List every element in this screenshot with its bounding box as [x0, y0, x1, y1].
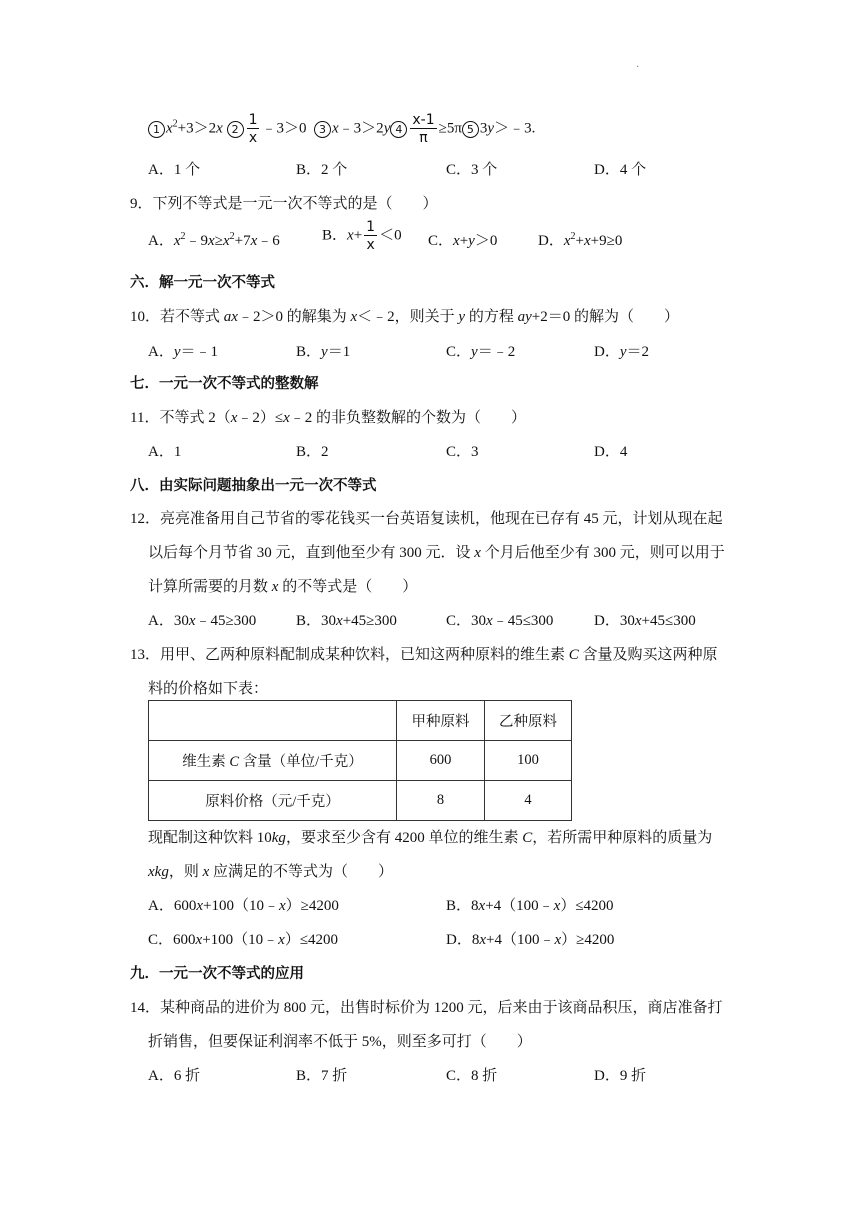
table-header-cell: 乙种原料: [485, 701, 572, 741]
price-table: [148, 700, 572, 821]
table-header-row: [149, 701, 572, 741]
q12-line-1: 12．亮亮准备用自己节省的零花钱买一台英语复读机，他现在已存有 45 元，计划从现在起: [130, 511, 723, 527]
q13-line-2: 料的价格如下表：: [148, 681, 269, 697]
table-cell: 100: [485, 741, 572, 781]
item-5-marker: 5: [462, 121, 479, 138]
q11-option-a: A．1: [148, 444, 182, 460]
q14-option-a: A．6 折: [148, 1068, 201, 1084]
q8-option-a: A．1 个: [148, 162, 201, 178]
q13-line-1: 13．用甲、乙两种原料配制成某种饮料，已知这两种原料的维生素 C 含量及购买这两种原: [130, 647, 718, 663]
table-cell: 原料价格（元/千克）: [149, 781, 397, 821]
q12-option-a: A．30x﹣45≥300: [148, 613, 257, 629]
item-3-marker: 3: [314, 121, 331, 138]
q10-option-b: B．y＝1: [296, 344, 351, 360]
q13-option-c: C．600x+100（10﹣x）≤4200: [148, 932, 339, 948]
table-row: [149, 741, 572, 781]
page-mark: ·: [636, 62, 640, 73]
section-heading-6: 六．解一元一次不等式: [130, 275, 275, 291]
q12-line-3: 计算所需要的月数 x 的不等式是（ ）: [148, 579, 418, 595]
table-cell: 维生素 C 含量（单位/千克）: [149, 741, 397, 781]
q10-option-c: C．y＝﹣2: [446, 344, 516, 360]
table-row: [149, 781, 572, 821]
q11-option-b: B．2: [296, 444, 329, 460]
q12-line-2: 以后每个月节省 30 元，直到他至少有 300 元．设 x 个月后他至少有 300 元，则可以用于: [148, 545, 725, 561]
q11-option-d: D．4: [594, 444, 628, 460]
q14-option-d: D．9 折: [594, 1068, 647, 1084]
q14-line-1: 14．某种商品的进价为 800 元，出售时标价为 1200 元，后来由于该商品积压，商店准备打: [130, 1000, 723, 1016]
fraction: $\frac{1}{x}$: [366, 219, 376, 253]
section-heading-7: 七．一元一次不等式的整数解: [130, 376, 319, 392]
q12-option-d: D．30x+45≤300: [594, 613, 696, 629]
q14-option-b: B．7 折: [296, 1068, 348, 1084]
item-2-marker: 2: [227, 121, 244, 138]
table-cell: 4: [485, 781, 572, 821]
fraction: $\frac{x-1}{\pi}$: [412, 112, 435, 146]
q13-option-a: A．600x+100（10﹣x）≥4200: [148, 898, 339, 914]
q9-option-c: C．x+y＞0: [428, 233, 498, 249]
q8-option-c: C．3 个: [446, 162, 498, 178]
item-4-marker: 4: [390, 121, 407, 138]
q8-option-b: B．2 个: [296, 162, 348, 178]
table-header-cell: [149, 701, 397, 741]
q8-items: 1 $x^2+3>2x$ 2 $\frac{1}{x}$ ﹣3＞0 3 x﹣3＞2y 4 $\frac{x-1}{\pi}$ ≥5π 5 3y＞﹣3.: [148, 113, 535, 145]
q12-option-c: C．30x﹣45≤300: [446, 613, 554, 629]
item-1-marker: 1: [148, 121, 165, 138]
q9-option-d: D．$x^2+x+9\ge 0$: [538, 231, 623, 249]
q10-stem: 10．若不等式 ax﹣2＞0 的解集为 x＜﹣2，则关于 y 的方程 ay+2＝0 的解为（ ）: [130, 309, 679, 325]
q9-stem: 9．下列不等式是一元一次不等式的是（ ）: [130, 196, 438, 212]
table-header-cell: 甲种原料: [397, 701, 485, 741]
q13-line-4: xkg，则 x 应满足的不等式为（ ）: [148, 864, 394, 880]
q13-option-b: B．8x+4（100﹣x）≤4200: [446, 898, 614, 914]
table-cell: 8: [397, 781, 485, 821]
q9-option-b: B．x+ $\frac{1}{x}$ ＜0: [322, 219, 402, 253]
q9-option-a: A．$x^2﹣9x\ge x^2+7x﹣6$: [148, 231, 280, 249]
q8-option-d: D．4 个: [594, 162, 647, 178]
q10-option-a: A．y＝﹣1: [148, 344, 219, 360]
q11-stem: 11．不等式 2（x﹣2）≤x﹣2 的非负整数解的个数为（ ）: [130, 410, 527, 426]
q13-option-d: D．8x+4（100﹣x）≥4200: [446, 932, 615, 948]
q13-line-3: 现配制这种饮料 10kg，要求至少含有 4200 单位的维生素 C，若所需甲种原料的质量为: [148, 830, 713, 846]
table-cell: 600: [397, 741, 485, 781]
section-heading-8: 八．由实际问题抽象出一元一次不等式: [130, 478, 377, 494]
q11-option-c: C．3: [446, 444, 479, 460]
q14-option-c: C．8 折: [446, 1068, 498, 1084]
q14-line-2: 折销售，但要保证利润率不低于 5%，则至多可打（ ）: [148, 1034, 532, 1050]
q12-option-b: B．30x+45≥300: [296, 613, 397, 629]
fraction: $\frac{1}{x}$: [248, 112, 258, 146]
section-heading-9: 九．一元一次不等式的应用: [130, 966, 304, 982]
q10-option-d: D．y＝2: [594, 344, 650, 360]
